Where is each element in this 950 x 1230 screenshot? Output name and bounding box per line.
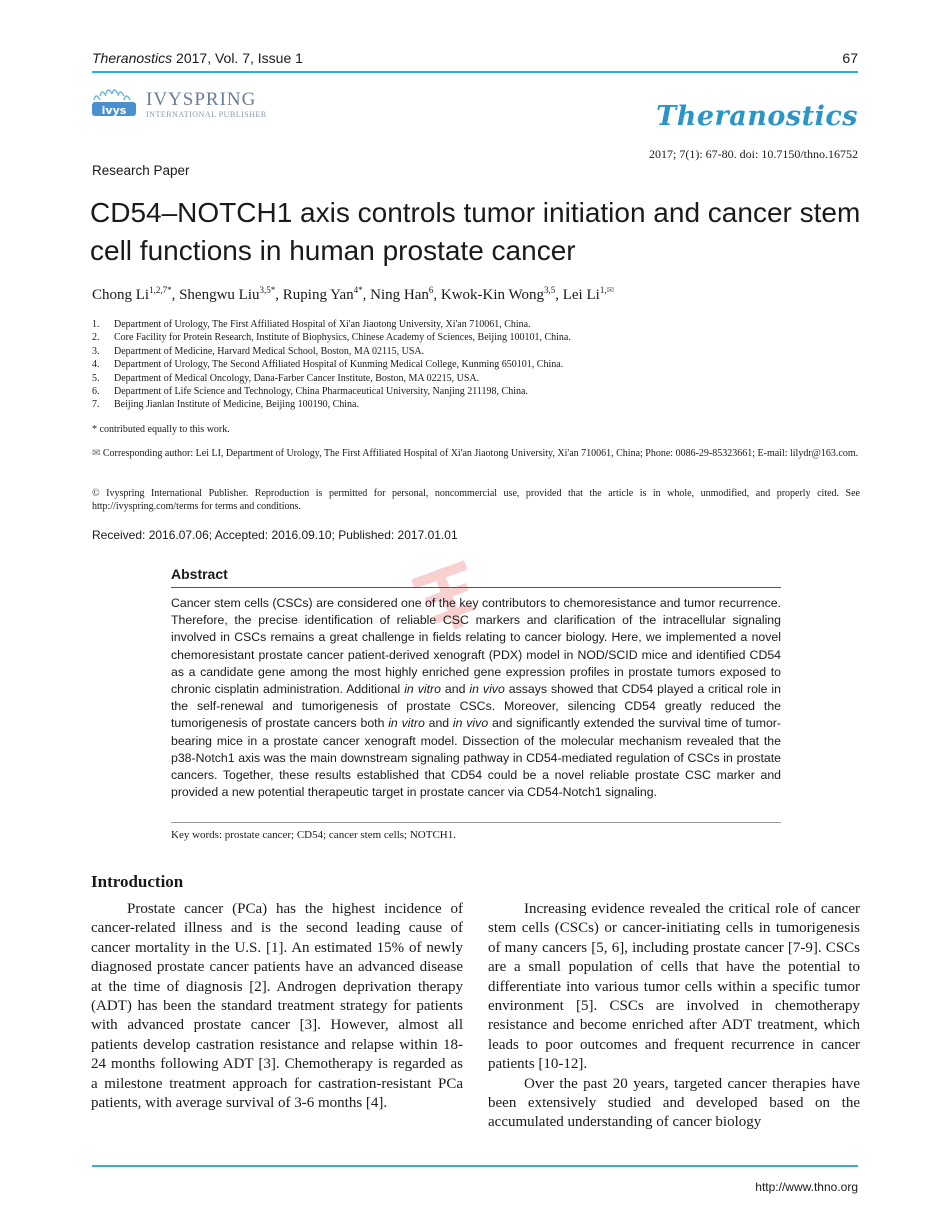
author-affiliation-marker: 4*: [353, 285, 363, 295]
publication-dates: Received: 2016.07.06; Accepted: 2016.09.10; Published: 2017.01.01: [92, 528, 458, 542]
affiliation-item: [92, 358, 862, 371]
author-name: Ning Han: [370, 287, 429, 303]
author-affiliation-marker: 3,5*: [259, 285, 276, 295]
affiliation-text: Department of Medicine, Harvard Medical School, Boston, MA 02115, USA.: [114, 345, 425, 357]
author-affiliation-marker: 6: [428, 285, 434, 295]
abstract-rule-top: [171, 587, 781, 588]
affiliation-number: 2.: [92, 332, 100, 344]
introduction-heading: Introduction: [91, 872, 184, 891]
paper-type: Research Paper: [92, 163, 190, 178]
affiliation-number: 6.: [92, 386, 100, 398]
volume-info: 2017, Vol. 7, Issue 1: [172, 50, 303, 66]
article-title: CD54–NOTCH1 axis controls tumor initiation and cancer stem cell functions in human prostate cancer: [90, 197, 861, 266]
affiliation-text: Department of Medical Oncology, Dana-Farber Cancer Institute, Boston, MA 02215, USA.: [114, 372, 480, 384]
intro-paragraph: Increasing evidence revealed the critical role of cancer stem cells (CSCs) or cancer-initiating cells in tumorigenesis of many cancers [5, 6], including prostate cancer [7-9]. CSCs are a small population of cells that have the potential to differentiate into various tumor cells within a specific tumor environment [5]. CSCs are involved in chemotherapy resistance and become enriched after ADT treatment, which leads to poor outcomes and frequent recurrence in cancer patients [10-12].: [488, 901, 860, 1073]
svg-text:ivys: ivys: [101, 104, 127, 117]
abstract-segment: and: [424, 716, 453, 731]
journal-name: Theranostics: [92, 50, 173, 66]
affiliation-text: Core Facility for Protein Research, Institute of Biophysics, Chinese Academy of Sciences, Beijing 100101, China.: [114, 332, 571, 344]
author-separator: ,: [362, 287, 371, 303]
affiliation-number: 1.: [92, 319, 100, 330]
abstract-segment: and significantly extended the survival time of tumor-bearing mice in a prostate cancer xenograft model. Dissection of the molecular mechanism revealed that the p38-Notch1 axis was the main downstream signaling pathway in CD54-mediated regulation of CSCs in prostate cancers. Together, these results established that CD54 could be a novel reliable prostate CSC marker and provided a new potential therapeutic target in prostate cancer via CD54-Notch1 signaling.: [171, 716, 781, 800]
journal-brand: Theranostics: [656, 101, 858, 132]
affiliation-item: [92, 331, 862, 344]
abstract-segment: and: [440, 682, 470, 697]
abstract-segment: assays showed that CD54 played a critical role in the self-renewal and tumorigenesis of prostate CSCs. Moreover, silencing CD54 greatly reduced the tumorigenesis of prostate cancers both: [171, 682, 782, 731]
author-separator: ,: [433, 287, 441, 303]
publisher-logo: [88, 84, 267, 124]
publisher-subtitle: INTERNATIONAL PUBLISHER: [146, 109, 267, 119]
affiliation-list: [92, 318, 862, 412]
citation: 2017; 7(1): 67-80. doi: 10.7150/thno.16752: [649, 147, 858, 161]
left-column: [91, 900, 463, 1113]
corresponding-author: [92, 447, 860, 460]
abstract-segment: Cancer stem cells (CSCs) are considered one of the key contributors to chemoresistance and tumor recurrence. Therefore, the precise identification of reliable CSC markers and clarification of the intracellular signaling involved in CSCs remains a great challenge in fields relating to cancer biology. Here, we implemented a novel chemoresistant prostate cancer patient-derived xenograft (PDX) model in NOD/SCID mice and identified CD54 as a candidate gene among the most highly enriched gene expression profiles in prostate tumors exposed to chronic cisplatin administration. Additional: [171, 596, 781, 697]
author-name: Lei Li: [562, 287, 600, 303]
page-number: 67: [842, 50, 858, 66]
intro-paragraph: Prostate cancer (PCa) has the highest incidence of cancer-related illness and is the second leading cause of cancer mortality in the U.S. [1]. An estimated 15% of newly diagnosed prostate cancer patients have an advanced disease at the time of diagnosis [2]. Androgen deprivation therapy (ADT) has been the standard treatment strategy for patients with advanced prostate cancer [3]. However, almost all patients develop castration resistance and relapse within 18-24 months following ADT [3]. Chemotherapy is regarded as a milestone treatment approach for castration-resistant PCa patients, with average survival of 3-6 months [4].: [91, 901, 463, 1112]
affiliation-item: [92, 318, 862, 331]
header-rule: [92, 71, 858, 73]
author-name: Kwok-Kin Wong: [440, 287, 544, 303]
abstract-text: [171, 595, 781, 801]
author-affiliation-marker: 3,5: [543, 285, 556, 295]
author-name: Shengwu Liu: [179, 287, 260, 303]
abstract-rule-bottom: [171, 822, 781, 823]
author-separator: ,: [275, 287, 283, 303]
author-affiliation-marker: 1,2,7*: [149, 285, 172, 295]
ivy-logo-icon: [88, 84, 140, 124]
abstract-italic: in vivo: [452, 716, 489, 731]
author-list: [92, 285, 614, 304]
corresponding-text: Corresponding author: Lei LI, Department of Urology, The First Affiliated Hospital of Xi'an Jiaotong University, Xi'an 710061, China; Phone: 0086-29-85323661; E-mail: lilydr@163.com.: [102, 448, 859, 459]
affiliation-text: Department of Life Science and Technology, China Pharmaceutical University, Nanjing 211198, China.: [114, 386, 528, 398]
copyright-note: © Ivyspring International Publisher. Reproduction is permitted for personal, noncommercial use, provided that the article is in whole, unmodified, and properly cited. See http://ivyspring.com/terms for terms and conditions.: [92, 488, 860, 513]
affiliation-item: [92, 345, 862, 358]
affiliation-text: Department of Urology, The First Affiliated Hospital of Xi'an Jiaotong University, Xi'an 710061, China.: [114, 319, 531, 330]
affiliation-item: [92, 372, 862, 385]
envelope-icon: ✉: [606, 285, 615, 295]
abstract-italic: in vitro: [404, 682, 441, 697]
affiliation-item: [92, 398, 862, 411]
author-affiliation-marker: 1,: [599, 285, 607, 295]
abstract-heading: Abstract: [171, 566, 228, 582]
author-name: Chong Li: [92, 287, 150, 303]
envelope-icon: ✉: [92, 448, 103, 459]
right-column: [488, 900, 860, 1133]
affiliation-number: 7.: [92, 399, 100, 411]
author-separator: ,: [171, 287, 180, 303]
equal-contribution-note: * contributed equally to this work.: [92, 424, 230, 435]
affiliation-number: 3.: [92, 345, 100, 357]
abstract-italic: in vitro: [388, 716, 425, 731]
keywords: Key words: prostate cancer; CD54; cancer stem cells; NOTCH1.: [171, 829, 456, 841]
affiliation-item: [92, 385, 862, 398]
publisher-name: IVYSPRING: [146, 88, 257, 110]
intro-paragraph: Over the past 20 years, targeted cancer therapies have been extensively studied and developed based on the accumulated understanding of cancer biology: [488, 1075, 860, 1131]
journal-url-link[interactable]: http://www.thno.org: [755, 1180, 858, 1194]
abstract-italic: in vivo: [469, 682, 505, 697]
affiliation-text: Department of Urology, The Second Affiliated Hospital of Kunming Medical College, Kunming 650101, China.: [114, 359, 564, 371]
affiliation-text: Beijing Jianlan Institute of Medicine, Beijing 100190, China.: [114, 399, 359, 411]
affiliation-number: 4.: [92, 359, 100, 371]
footer-rule: [92, 1165, 858, 1167]
author-separator: ,: [555, 287, 563, 303]
author-name: Ruping Yan: [282, 287, 354, 303]
affiliation-number: 5.: [92, 372, 100, 384]
running-header: [92, 50, 303, 66]
